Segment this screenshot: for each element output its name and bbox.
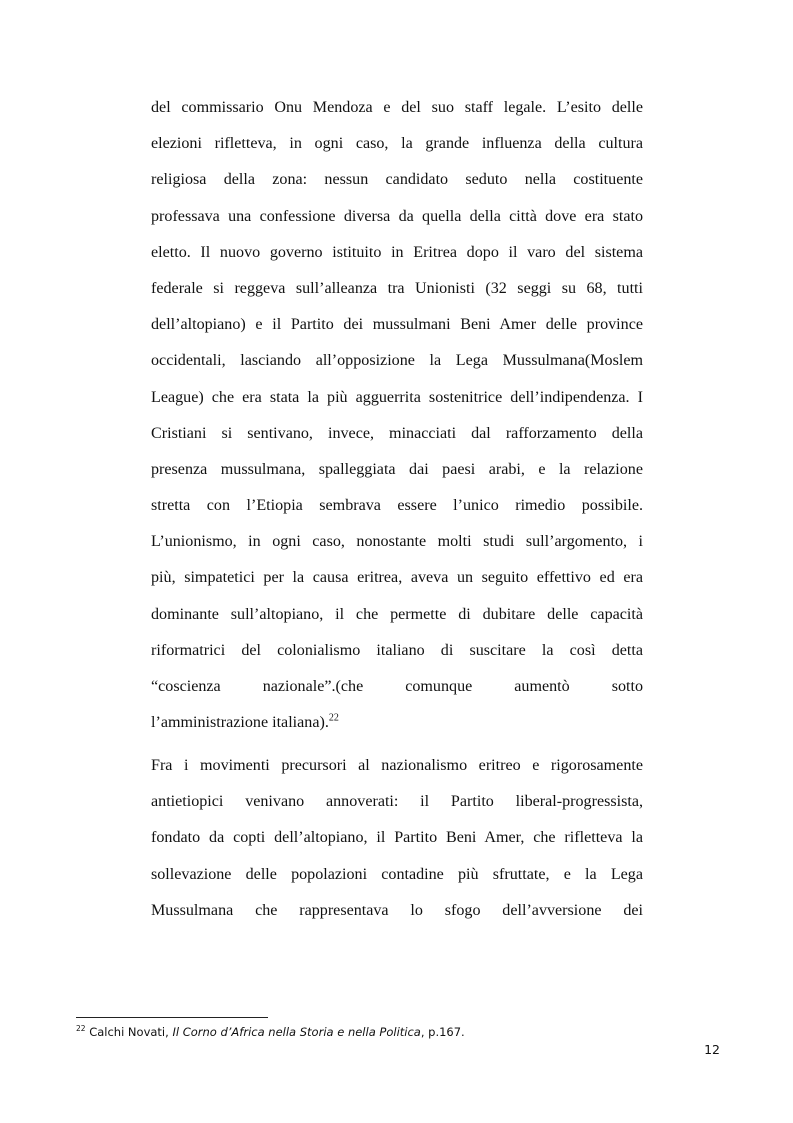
footnote [76,1025,465,1039]
text-line: dominante sull’altopiano, il che permette di dubitare delle capacità [151,605,643,623]
footnote-number: 22 [76,1024,86,1034]
text-line: antietiopici venivano annoverati: il Partito liberal-progressista, [151,793,643,811]
footnote-title: Il Corno d’Africa nella Storia e nella Politica [172,1025,421,1039]
footnote-author: Calchi Novati, [89,1025,173,1039]
paragraph-2 [151,748,643,929]
text-line: professava una confessione diversa da quella della città dove era stato [151,207,643,225]
text-line: presenza mussulmana, spalleggiata dai paesi arabi, e la relazione [151,460,643,478]
text-line: L’unionismo, in ogni caso, nonostante molti studi sull’argomento, i [151,533,643,551]
text-line: stretta con l’Etiopia sembrava essere l’unico rimedio possibile. [151,497,643,515]
text-line: federale si reggeva sull’alleanza tra Unionisti (32 seggi su 68, tutti [151,279,643,297]
paragraph-1 [151,90,643,741]
text-line: del commissario Onu Mendoza e del suo staff legale. L’esito delle [151,99,643,116]
text-line: riformatrici del colonialismo italiano di suscitare la così detta [151,641,643,659]
text-line: elezioni rifletteva, in ogni caso, la grande influenza della cultura [151,135,643,153]
text-line: dell’altopiano) e il Partito dei mussulmani Beni Amer delle province [151,316,643,334]
footnote-reference[interactable]: 22 [328,712,339,724]
text-line: più, simpatetici per la causa eritrea, aveva un seguito effettivo ed era [151,569,643,587]
text-line: occidentali, lasciando all’opposizione la Lega Mussulmana(Moslem [151,352,643,370]
text-line-last [151,705,643,741]
text-line: League) che era stata la più agguerrita sostenitrice dell’indipendenza. I [151,388,643,406]
text-line: Cristiani si sentivano, invece, minacciati dal rafforzamento della [151,424,643,442]
text-line: sollevazione delle popolazioni contadine più sfruttate, e la Lega [151,865,643,883]
text-line: Fra i movimenti precursori al nazionalismo eritreo e rigorosamente [151,757,643,774]
footnote-pages: , p.167. [420,1025,465,1039]
text-line: “coscienza nazionale”.(che comunque aumentò sotto [151,678,643,695]
text-line-content: l’amministrazione italiana). [151,714,329,732]
footnote-separator [76,1017,268,1018]
text-line: fondato da copti dell’altopiano, il Partito Beni Amer, che rifletteva la [151,829,643,847]
page-number: 12 [704,1042,720,1057]
text-line: religiosa della zona: nessun candidato seduto nella costituente [151,171,643,189]
text-line: Mussulmana che rappresentava lo sfogo dell’avversione dei [151,901,643,919]
text-line: eletto. Il nuovo governo istituito in Eritrea dopo il varo del sistema [151,243,643,261]
